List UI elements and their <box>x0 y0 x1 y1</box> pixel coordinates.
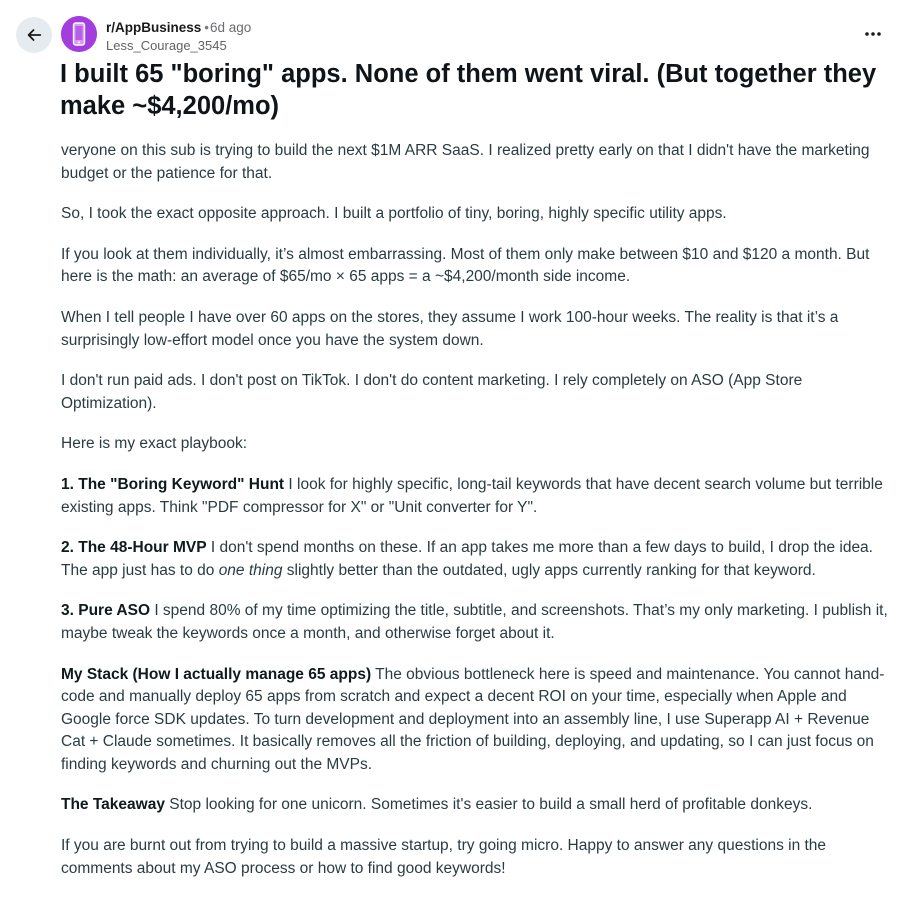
paragraph-step-1 <box>61 474 891 519</box>
phone-icon <box>61 16 97 52</box>
back-button[interactable] <box>16 17 52 53</box>
step-1-text: I look for highly specific, long-tail keywords that have decent search volume but terrible existing apps. Think "PDF compressor for X" or "Unit converter for Y". <box>61 475 883 516</box>
step-3-text: I spend 80% of my time optimizing the title, subtitle, and screenshots. That’s my only marketing. I publish it, maybe tweak the keywords once a month, and otherwise forget about it. <box>61 602 888 642</box>
post-title[interactable]: I built 65 "boring" apps. None of them went viral. (But together they make ~$4,200/mo) <box>60 60 877 120</box>
paragraph-takeaway <box>61 794 891 817</box>
paragraph-playbook-intro: Here is my exact playbook: <box>61 435 248 453</box>
paragraph-stack <box>61 664 891 777</box>
meta-row <box>106 19 251 37</box>
step-3-heading: 3. Pure ASO <box>61 602 151 620</box>
step-2-text-b: slightly better than the outdated, ugly apps currently ranking for that keyword. <box>282 561 816 579</box>
step-2-text-a: I don't spend months on these. If an app takes me more than a few days to build, I drop the idea. The app just has to do <box>61 539 873 579</box>
post-header <box>0 0 910 60</box>
separator-dot: • <box>204 20 210 35</box>
paragraph-intro: veryone on this sub is trying to build the next $1M ARR SaaS. I realized pretty early on that I didn't have the marketing budget or the patience for that. <box>61 142 870 182</box>
step-2-heading: 2. The 48-Hour MVP <box>61 539 207 557</box>
stack-heading: My Stack (How I actually manage 65 apps) <box>61 665 372 683</box>
takeaway-text: Stop looking for one unicorn. Sometimes it's easier to build a small herd of profitable donkeys. <box>164 796 813 814</box>
step-1-heading: 1. The "Boring Keyword" Hunt <box>61 475 285 493</box>
takeaway-heading: The Takeaway <box>61 796 165 814</box>
paragraph-step-3 <box>61 600 891 645</box>
subreddit-avatar[interactable] <box>61 16 97 52</box>
more-options-icon <box>864 31 882 37</box>
paragraph-effort: When I tell people I have over 60 apps on the stores, they assume I work 100-hour weeks. The reality is that it’s a surprisingly low-effort model once you have the system down. <box>61 308 839 349</box>
post-meta <box>106 19 251 55</box>
stack-text: The obvious bottleneck here is speed and maintenance. You cannot hand-code and manually deploy 65 apps from scratch and expect a decent ROI on your time, especially when Apple and Google force SDK updates. To turn development and deployment into an assembly line, I use Superapp AI + Revenue Cat + Claude sometimes. It basically removes all the friction of building, deploying, and updating, so I can just focus on finding keywords and churning out the MVPs. <box>61 665 885 773</box>
author-username[interactable]: Less_Courage_3545 <box>106 38 227 53</box>
paragraph-step-2 <box>61 537 891 582</box>
post-time: 6d ago <box>210 20 252 35</box>
back-arrow-icon <box>25 26 43 44</box>
paragraph-math: If you look at them individually, it’s almost embarrassing. Most of them only make between $10 and $120 a month. But here is the math: an average of $65/mo × 65 apps = a ~$4,200/month side income. <box>61 245 870 286</box>
paragraph-aso: I don't run paid ads. I don't post on TikTok. I don't do content marketing. I rely completely on ASO (App Store Optimization). <box>61 372 803 412</box>
more-options-button[interactable] <box>856 20 890 48</box>
post-body <box>61 140 891 898</box>
subreddit-link[interactable]: r/AppBusiness <box>106 20 202 35</box>
paragraph-closing: If you are burnt out from trying to build a massive startup, try going micro. Happy to answer any questions in the comments about my ASO process or how to find good keywords! <box>61 837 827 877</box>
step-2-emphasis: one thing <box>218 561 283 579</box>
paragraph-approach: So, I took the exact opposite approach. I built a portfolio of tiny, boring, highly specific utility apps. <box>61 205 727 223</box>
